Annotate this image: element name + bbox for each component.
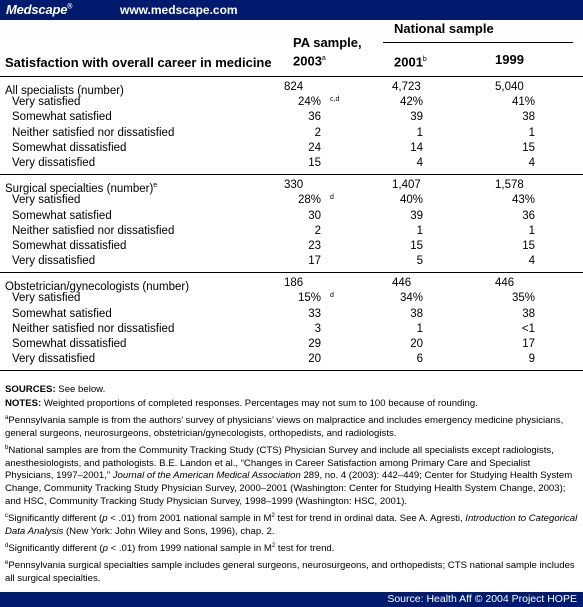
footnote-a bbox=[5, 412, 580, 440]
pa-value-sup: c,d bbox=[330, 96, 340, 104]
year-2001-label: 2001 bbox=[394, 54, 423, 70]
footnote-d bbox=[5, 540, 580, 556]
group-label-text: All specialists (number) bbox=[5, 84, 124, 97]
n2001-value: 39 bbox=[410, 209, 423, 222]
table-body bbox=[0, 77, 583, 371]
n1999-value: 36 bbox=[522, 209, 535, 222]
pa-value: 24 bbox=[308, 141, 321, 154]
n2001-value: 42% bbox=[399, 96, 423, 109]
footnote-c-text-2: < .01) from 2001 national sample in M bbox=[107, 512, 272, 524]
n1999-value: <1 bbox=[521, 322, 535, 335]
pa-value: 24% bbox=[297, 96, 321, 109]
n1999-count: 1,578 bbox=[495, 179, 524, 192]
footnote-c-book: Introduction to Categorical Data Analysis bbox=[5, 512, 578, 537]
n2001-value: 40% bbox=[399, 194, 423, 207]
table-group bbox=[0, 175, 583, 273]
pa-value: 29 bbox=[308, 338, 321, 350]
pa-value: 15% bbox=[297, 292, 321, 305]
n2001-count: 1,407 bbox=[392, 179, 421, 192]
footnote-b-journal: Journal of the American Medical Association bbox=[112, 470, 301, 482]
n1999-value: 15 bbox=[522, 141, 535, 154]
group-header-row bbox=[0, 276, 583, 294]
logo-text: Medscape bbox=[6, 2, 68, 17]
year-1999-header: 1999 bbox=[495, 52, 524, 67]
n1999-value: 17 bbox=[522, 338, 535, 350]
n1999-value: 1 bbox=[528, 126, 535, 139]
pa-value: 2 bbox=[314, 126, 321, 139]
group-label-sup: e bbox=[153, 182, 158, 190]
table-row bbox=[0, 224, 583, 239]
n2001-value: 1 bbox=[416, 322, 423, 335]
n2001-value: 1 bbox=[416, 224, 423, 237]
table-row bbox=[0, 156, 583, 171]
n2001-value: 39 bbox=[410, 111, 423, 124]
pa-value: 15 bbox=[308, 156, 321, 169]
n2001-count: 4,723 bbox=[392, 81, 421, 93]
footnote-d-text-2: < .01) from 1999 national sample in M bbox=[107, 542, 272, 554]
source-footer bbox=[0, 592, 583, 607]
row-label: Very dissatisfied bbox=[12, 255, 96, 268]
pa-value: 33 bbox=[308, 307, 321, 320]
sources-text: See below. bbox=[55, 384, 106, 395]
source-credit: Source: Health Aff © 2004 Project HOPE bbox=[387, 593, 577, 605]
table-row bbox=[0, 193, 583, 208]
n1999-count: 5,040 bbox=[495, 81, 524, 93]
table-row bbox=[0, 307, 583, 322]
n2001-value: 14 bbox=[410, 141, 423, 154]
row-label: Very satisfied bbox=[12, 96, 81, 109]
n1999-value: 41% bbox=[511, 96, 535, 109]
notes-text: Weighted proportions of completed responses. Percentages may not sum to 100 because of rounding. bbox=[41, 398, 478, 410]
footnote-c bbox=[5, 510, 580, 538]
footnote-c-text-1: Significantly different ( bbox=[8, 512, 103, 524]
n2001-value: 5 bbox=[416, 255, 423, 268]
footnote-c-text-4: (New York: John Wiley and Sons, 1996), chap. 2. bbox=[63, 525, 275, 537]
pa-value: 3 bbox=[314, 322, 321, 335]
row-label: Somewhat satisfied bbox=[12, 307, 112, 320]
footnote-a-text: Pennsylvania sample is from the authors’ survey of physicians’ views on malpractice and includes emergency medicine physicians, general surgeons, neurosurgeons, obstetrician/gynecologists, orthopedists, and radiologists. bbox=[5, 415, 564, 439]
sources-note bbox=[5, 384, 580, 397]
table-row bbox=[0, 209, 583, 224]
table-header bbox=[0, 20, 583, 77]
row-label: Neither satisfied nor dissatisfied bbox=[12, 224, 175, 237]
table-group bbox=[0, 273, 583, 371]
n2001-value: 1 bbox=[416, 126, 423, 139]
footnote-b-text-2: 289, no. 4 (2003): 442–449; Center for Studying Health System Change, Community Tracking Study Physician Survey, 2000–2001 (Washington: Center for Studying Health System Change, 2003); and HSC, Community Tracking Study Physician Survey, 1998–1999 (Washington: HSC, 2001). bbox=[5, 470, 573, 507]
pa-value: 30 bbox=[308, 209, 321, 222]
year-2001-sup: b bbox=[422, 56, 427, 63]
pa-value-sup: d bbox=[330, 292, 334, 300]
footnote-e-text: Pennsylvania surgical specialties sample includes general surgeons, neurosurgeons, and orthopedists; CTS national sample includes all surgical specialties. bbox=[5, 560, 575, 584]
footnote-c-text-3: test for trend in ordinal data. See A. Agresti, bbox=[274, 512, 466, 524]
row-label: Very satisfied bbox=[12, 194, 81, 207]
n1999-value: 35% bbox=[511, 292, 535, 305]
row-label: Very satisfied bbox=[12, 292, 81, 305]
n1999-value: 4 bbox=[528, 156, 535, 169]
n1999-value: 1 bbox=[528, 224, 535, 237]
footnote-d-text-3: test for trend. bbox=[275, 542, 335, 554]
notes-label: NOTES: bbox=[5, 398, 42, 410]
n1999-value: 15 bbox=[522, 239, 535, 252]
n1999-count: 446 bbox=[495, 277, 515, 290]
pa-count: 824 bbox=[284, 81, 304, 93]
table-row bbox=[0, 239, 583, 254]
pa-value: 20 bbox=[308, 353, 321, 366]
top-banner bbox=[0, 0, 583, 20]
footnote-d-p: p bbox=[102, 542, 108, 554]
national-header: National sample bbox=[394, 21, 494, 36]
row-label: Very dissatisfied bbox=[12, 156, 96, 169]
footnote-e-mark: e bbox=[5, 559, 9, 566]
footnote-b-text-1: National samples are from the Community Tracking Study (CTS) Physician Survey and include all specialists except radiologists, anesthesiologists, and pathologists. B.E. Landon et al., “Changes in Career Satisfaction among Primary Care and Specialist Physicians, 1997–2001,” bbox=[5, 445, 554, 482]
footnote-d-square: 2 bbox=[271, 542, 276, 549]
footnote-a-mark: a bbox=[5, 415, 9, 422]
pa-value: 2 bbox=[314, 224, 321, 237]
table-row bbox=[0, 126, 583, 141]
pa-value: 23 bbox=[308, 239, 321, 252]
row-label: Very dissatisfied bbox=[12, 353, 96, 366]
row-label: Somewhat dissatisfied bbox=[12, 141, 127, 154]
n2001-value: 15 bbox=[410, 239, 423, 252]
row-label: Neither satisfied nor dissatisfied bbox=[12, 126, 175, 139]
pa-header-line1: PA sample, bbox=[293, 35, 362, 50]
n1999-value: 9 bbox=[528, 353, 535, 366]
year-2001-header bbox=[394, 52, 427, 70]
notes-note bbox=[5, 398, 580, 411]
group-label-text: Surgical specialties (number) bbox=[5, 182, 154, 195]
table-row bbox=[0, 95, 583, 110]
n2001-value: 38 bbox=[410, 307, 423, 320]
pa-count: 330 bbox=[284, 179, 304, 192]
table-row bbox=[0, 254, 583, 269]
n2001-value: 4 bbox=[416, 156, 423, 169]
table-row bbox=[0, 322, 583, 337]
footnote-c-square: 2 bbox=[271, 512, 275, 519]
site-url[interactable]: www.medscape.com bbox=[120, 3, 238, 17]
n2001-count: 446 bbox=[392, 277, 412, 290]
n1999-value: 43% bbox=[511, 194, 535, 207]
table-notes bbox=[5, 384, 580, 587]
pa-count: 186 bbox=[284, 277, 304, 290]
footnote-d-text-1: Significantly different ( bbox=[8, 542, 103, 554]
row-label: Somewhat dissatisfied bbox=[12, 338, 127, 350]
pa-value-sup: d bbox=[330, 194, 334, 202]
footnote-d-mark: d bbox=[5, 542, 9, 549]
table-row bbox=[0, 291, 583, 306]
satisfaction-table bbox=[0, 20, 583, 371]
pa-header-line2: 2003 bbox=[293, 53, 322, 69]
n1999-value: 38 bbox=[522, 111, 535, 124]
pa-value: 28% bbox=[297, 194, 321, 207]
pa-value: 17 bbox=[308, 255, 321, 268]
table-row bbox=[0, 352, 583, 367]
row-label: Neither satisfied nor dissatisfied bbox=[12, 322, 175, 335]
medscape-logo[interactable] bbox=[6, 2, 72, 17]
footnote-b bbox=[5, 442, 580, 508]
footnote-e bbox=[5, 557, 580, 585]
pa-value: 36 bbox=[308, 111, 321, 124]
table-row bbox=[0, 337, 583, 352]
group-header-row bbox=[0, 178, 583, 193]
table-row bbox=[0, 110, 583, 125]
logo-registered-mark: ® bbox=[67, 3, 73, 11]
group-label-text: Obstetrician/gynecologists (number) bbox=[5, 281, 190, 294]
pa-header-sup: a bbox=[321, 55, 326, 62]
n1999-value: 38 bbox=[522, 307, 535, 320]
n2001-value: 20 bbox=[410, 338, 423, 350]
row-label: Somewhat satisfied bbox=[12, 209, 112, 222]
row-label: Somewhat satisfied bbox=[12, 111, 112, 124]
pa-header bbox=[293, 35, 362, 69]
national-header-rule bbox=[383, 42, 573, 43]
n2001-value: 6 bbox=[416, 353, 423, 366]
group-header-row bbox=[0, 80, 583, 95]
footnote-c-p: p bbox=[102, 512, 108, 524]
table-title: Satisfaction with overall career in medicine bbox=[5, 55, 272, 70]
table-row bbox=[0, 141, 583, 156]
row-label: Somewhat dissatisfied bbox=[12, 239, 127, 252]
footnote-c-mark: c bbox=[5, 512, 8, 519]
sources-label: SOURCES: bbox=[5, 384, 56, 395]
footnote-b-mark: b bbox=[5, 445, 9, 452]
n1999-value: 4 bbox=[528, 255, 535, 268]
n2001-value: 34% bbox=[399, 292, 423, 305]
table-group bbox=[0, 77, 583, 175]
